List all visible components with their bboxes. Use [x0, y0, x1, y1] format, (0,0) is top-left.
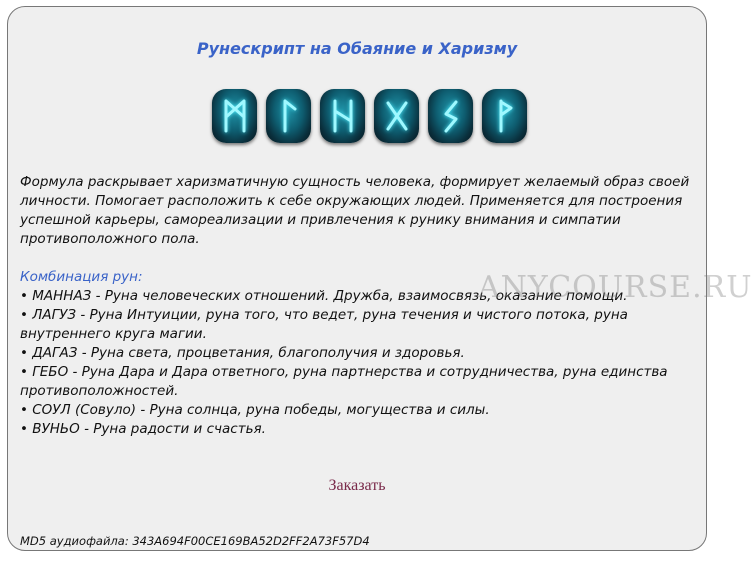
sowilo-rune-icon [428, 89, 473, 143]
order-link[interactable]: Заказать [328, 477, 386, 494]
list-item: • МАННАЗ - Руна человеческих отношений. Дружба, взаимосвязь, оказание помощи. [20, 288, 628, 304]
list-item: • СОУЛ (Совуло) - Руна солнца, руна победы, могущества и силы. [20, 402, 490, 418]
gebo-rune-icon [374, 89, 419, 143]
page-title: Рунескрипт на Обаяние и Харизму [196, 39, 518, 58]
list-item: • ВУНЬО - Руна радости и счастья. [20, 421, 266, 437]
list-item: • ЛАГУЗ - Руна Интуиции, руна того, что ведет, руна течения и чистого потока, руна внутреннего круга магии. [20, 307, 628, 342]
md5-line: MD5 аудиофайла: 343A694F00CE169BA52D2FF2A73F57D4 [20, 534, 370, 548]
description-text: Формула раскрывает харизматичную сущность человека, формирует желаемый образ своей личности. Помогает расположить к себе окружающих людей. Применяется для построения успешной карьеры, самореализации и привлечения к рунику внимания и симпатии противоположного пола. [20, 174, 690, 247]
combination-heading: Комбинация рун: [20, 269, 143, 285]
hagalaz-rune-icon [320, 89, 365, 143]
watermark-text: ANYCOURSE.RU [478, 270, 752, 305]
rune-strip [212, 89, 527, 143]
list-item: • ДАГАЗ - Руна света, процветания, благополучия и здоровья. [20, 345, 465, 361]
laguz-rune-icon [266, 89, 311, 143]
mannaz-rune-icon [212, 89, 257, 143]
wunjo-rune-icon [482, 89, 527, 143]
description-block [20, 173, 690, 439]
product-card [7, 6, 752, 551]
list-item: • ГЕБО - Руна Дара и Дара ответного, руна партнерства и сотрудничества, руна единства противоположностей. [20, 364, 668, 399]
